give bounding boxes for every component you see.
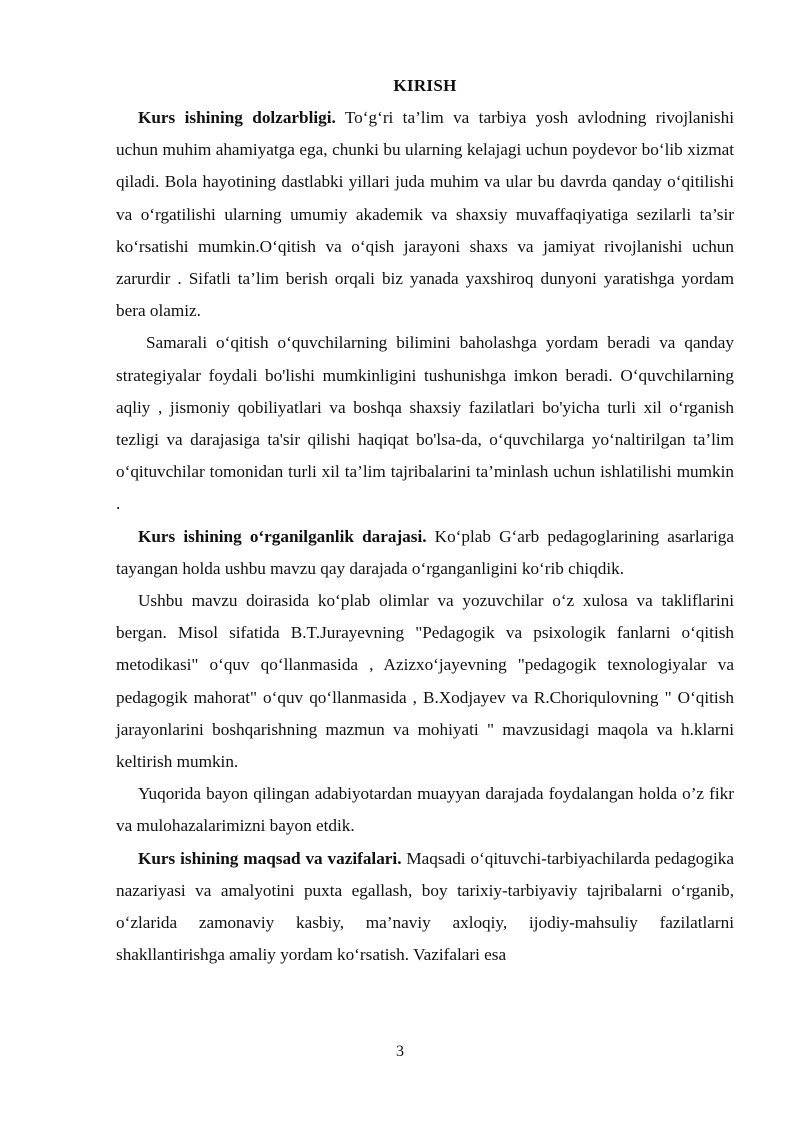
paragraph-lead: Kurs ishining dolzarbligi. (138, 108, 336, 127)
document-page (116, 72, 734, 971)
paragraph-lead: Kurs ishining maqsad va vazifalari. (138, 848, 402, 868)
paragraph-literature (116, 585, 734, 778)
paragraph-study-level (116, 521, 734, 585)
paragraph-text: Yuqorida bayon qilingan adabiyotardan muayyan darajada foydalangan holda o’z fikr va mulohazalarimizni bayon etdik. (116, 784, 734, 836)
paragraph-text: To‘g‘ri ta’lim va tarbiya yosh avlodning rivojlanishi uchun muhim ahamiyatga ega, chunki bu ularning kelajagi uchun poydevor bo‘lib xizmat qiladi. Bola hayotining dastlabki yillari juda muhim va ular bu davrda qanday o‘qitilishi va o‘rgatilishi ularning umumiy akademik va shaxsiy muvaffaqiyatiga sezilarli ta’sir ko‘rsatishi mumkin.O‘qitish va o‘qish jarayoni shaxs va jamiyat rivojlanishi uchun zarurdir . Sifatli ta’lim berish orqali biz yanada yaxshiroq dunyoni yaratishga yordam bera olamiz. (116, 108, 734, 321)
paragraph-summary (116, 778, 734, 842)
paragraph-effective-teaching (116, 327, 734, 520)
section-heading: KIRISH (393, 76, 457, 95)
paragraph-text: Ko‘plab G‘arb pedagoglarining asarlariga tayangan holda ushbu mavzu qay darajada o‘rganganligini ko‘rib chiqdik. (116, 526, 734, 578)
paragraph-text: Samarali o‘qitish o‘quvchilarning bilimini baholashga yordam beradi va qanday strategiyalar foydali bo'lishi mumkinligini tushunishga imkon beradi. O‘quvchilarning aqliy , jismoniy qobiliyatlari va boshqa shaxsiy fazilatlari bo'yicha turli xil o‘rganish tezligi va darajasiga ta'sir qilishi haqiqat bo'lsa-da, o‘quvchilarga yo‘naltirilgan ta’lim o‘qituvchilar tomonidan turli xil ta’lim tajribalarini ta’minlash uchun ishlatilishi mumkin . (116, 333, 734, 514)
paragraph-relevance (116, 102, 734, 327)
paragraph-goals (116, 843, 734, 972)
paragraph-text: Maqsadi o‘qituvchi-tarbiyachilarda pedagogika nazariyasi va amalyotini puxta egallash, boy tarixiy-tarbiyaviy tajribalarni o‘rganib, o‘zlarida zamonaviy kasbiy, ma’naviy axloqiy, ijodiy-mahsuliy fazilatlarni shakllantirishga amaliy yordam ko‘rsatish. Vazifalari esa (116, 848, 734, 965)
paragraph-text: Ushbu mavzu doirasida ko‘plab olimlar va yozuvchilar o‘z xulosa va takliflarini bergan. Misol sifatida B.T.Jurayevning "Pedagogik va psixologik fanlarni o‘qitish metodikasi" o‘quv qo‘llanmasida , Azizxo‘jayevning "pedagogik texnologiyalar va pedagogik mahorat" o‘quv qo‘llanmasida , B.Xodjayev va R.Choriqulovning " O‘qitish jarayonlarini boshqarishning mazmun va mohiyati " mavzusidagi maqola va h.klarni keltirish mumkin. (116, 591, 734, 772)
paragraph-lead: Kurs ishining o‘rganilganlik darajasi. (138, 526, 427, 546)
page-number: 3 (396, 1043, 404, 1060)
